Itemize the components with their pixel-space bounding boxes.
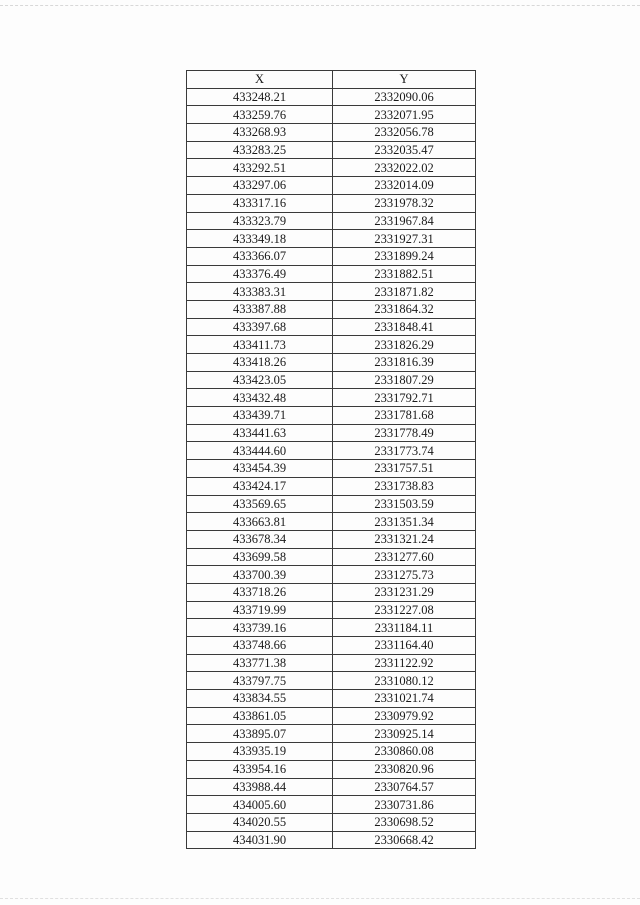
cell-x-value: 433569.65 xyxy=(187,495,333,513)
table-row xyxy=(187,654,476,672)
cell-y-value: 2332071.95 xyxy=(333,106,476,124)
cell-x-value: 433797.75 xyxy=(187,672,333,690)
cell-y-value: 2330860.08 xyxy=(333,743,476,761)
table-row xyxy=(187,760,476,778)
cell-x-value: 433423.05 xyxy=(187,371,333,389)
cell-x-value: 433387.88 xyxy=(187,300,333,318)
table-row xyxy=(187,300,476,318)
cell-x-value: 433441.63 xyxy=(187,424,333,442)
column-header-y: Y xyxy=(333,71,476,89)
cell-y-value: 2331227.08 xyxy=(333,601,476,619)
cell-x-value: 433283.25 xyxy=(187,141,333,159)
table-row xyxy=(187,460,476,478)
cell-x-value: 433349.18 xyxy=(187,230,333,248)
cell-y-value: 2331899.24 xyxy=(333,247,476,265)
cell-y-value: 2330764.57 xyxy=(333,778,476,796)
cell-x-value: 433317.16 xyxy=(187,194,333,212)
cell-y-value: 2330668.42 xyxy=(333,831,476,849)
cell-x-value: 433444.60 xyxy=(187,442,333,460)
cell-y-value: 2331321.24 xyxy=(333,530,476,548)
table-header-row xyxy=(187,71,476,89)
table-row xyxy=(187,566,476,584)
cell-x-value: 433935.19 xyxy=(187,743,333,761)
cell-y-value: 2331122.92 xyxy=(333,654,476,672)
table-row xyxy=(187,690,476,708)
cell-y-value: 2331021.74 xyxy=(333,690,476,708)
table-row xyxy=(187,672,476,690)
cell-x-value: 433418.26 xyxy=(187,354,333,372)
cell-y-value: 2331351.34 xyxy=(333,513,476,531)
cell-y-value: 2331275.73 xyxy=(333,566,476,584)
cell-x-value: 433954.16 xyxy=(187,760,333,778)
table-row xyxy=(187,159,476,177)
cell-y-value: 2331792.71 xyxy=(333,389,476,407)
cell-y-value: 2330979.92 xyxy=(333,707,476,725)
cell-y-value: 2330820.96 xyxy=(333,760,476,778)
cell-y-value: 2331757.51 xyxy=(333,460,476,478)
cell-y-value: 2331738.83 xyxy=(333,477,476,495)
cell-x-value: 433719.99 xyxy=(187,601,333,619)
scan-edge-bottom xyxy=(0,898,640,899)
table-row xyxy=(187,194,476,212)
cell-y-value: 2330925.14 xyxy=(333,725,476,743)
cell-y-value: 2331503.59 xyxy=(333,495,476,513)
cell-x-value: 433700.39 xyxy=(187,566,333,584)
cell-y-value: 2331848.41 xyxy=(333,318,476,336)
table-row xyxy=(187,88,476,106)
table-row xyxy=(187,796,476,814)
coordinate-table xyxy=(186,70,476,849)
cell-y-value: 2331231.29 xyxy=(333,583,476,601)
table-row xyxy=(187,707,476,725)
cell-x-value: 433748.66 xyxy=(187,637,333,655)
table-row xyxy=(187,813,476,831)
table-row xyxy=(187,548,476,566)
table-row xyxy=(187,141,476,159)
cell-y-value: 2332035.47 xyxy=(333,141,476,159)
table-row xyxy=(187,177,476,195)
table-row xyxy=(187,247,476,265)
cell-y-value: 2331184.11 xyxy=(333,619,476,637)
column-header-x: X xyxy=(187,71,333,89)
table-row xyxy=(187,424,476,442)
cell-x-value: 433454.39 xyxy=(187,460,333,478)
cell-x-value: 433268.93 xyxy=(187,124,333,142)
cell-x-value: 433366.07 xyxy=(187,247,333,265)
cell-x-value: 433248.21 xyxy=(187,88,333,106)
table-row xyxy=(187,637,476,655)
cell-y-value: 2331164.40 xyxy=(333,637,476,655)
cell-y-value: 2331773.74 xyxy=(333,442,476,460)
cell-x-value: 433397.68 xyxy=(187,318,333,336)
cell-x-value: 433323.79 xyxy=(187,212,333,230)
cell-x-value: 433739.16 xyxy=(187,619,333,637)
cell-x-value: 433771.38 xyxy=(187,654,333,672)
cell-y-value: 2330731.86 xyxy=(333,796,476,814)
cell-y-value: 2331927.31 xyxy=(333,230,476,248)
table-body xyxy=(187,88,476,849)
cell-x-value: 434020.55 xyxy=(187,813,333,831)
table-row xyxy=(187,725,476,743)
table-row xyxy=(187,831,476,849)
cell-x-value: 433988.44 xyxy=(187,778,333,796)
cell-x-value: 433439.71 xyxy=(187,407,333,425)
cell-y-value: 2331864.32 xyxy=(333,300,476,318)
cell-y-value: 2332022.02 xyxy=(333,159,476,177)
cell-x-value: 433297.06 xyxy=(187,177,333,195)
cell-x-value: 433376.49 xyxy=(187,265,333,283)
cell-x-value: 433292.51 xyxy=(187,159,333,177)
table-row xyxy=(187,495,476,513)
cell-y-value: 2331807.29 xyxy=(333,371,476,389)
table-row xyxy=(187,106,476,124)
cell-y-value: 2330698.52 xyxy=(333,813,476,831)
table-row xyxy=(187,513,476,531)
cell-y-value: 2331871.82 xyxy=(333,283,476,301)
table-row xyxy=(187,743,476,761)
cell-y-value: 2331781.68 xyxy=(333,407,476,425)
table-row xyxy=(187,530,476,548)
table-row xyxy=(187,124,476,142)
cell-y-value: 2331978.32 xyxy=(333,194,476,212)
table-row xyxy=(187,283,476,301)
cell-x-value: 433895.07 xyxy=(187,725,333,743)
cell-y-value: 2332090.06 xyxy=(333,88,476,106)
table-row xyxy=(187,371,476,389)
table-row xyxy=(187,354,476,372)
cell-x-value: 433834.55 xyxy=(187,690,333,708)
table-row xyxy=(187,230,476,248)
cell-y-value: 2331967.84 xyxy=(333,212,476,230)
table-row xyxy=(187,477,476,495)
cell-y-value: 2331080.12 xyxy=(333,672,476,690)
cell-x-value: 433424.17 xyxy=(187,477,333,495)
cell-x-value: 433663.81 xyxy=(187,513,333,531)
cell-x-value: 433861.05 xyxy=(187,707,333,725)
table-row xyxy=(187,336,476,354)
cell-y-value: 2332014.09 xyxy=(333,177,476,195)
table-row xyxy=(187,583,476,601)
table-row xyxy=(187,407,476,425)
cell-x-value: 433259.76 xyxy=(187,106,333,124)
table-row xyxy=(187,442,476,460)
table-row xyxy=(187,601,476,619)
table-row xyxy=(187,389,476,407)
table-row xyxy=(187,318,476,336)
cell-x-value: 433678.34 xyxy=(187,530,333,548)
cell-y-value: 2331778.49 xyxy=(333,424,476,442)
cell-x-value: 433718.26 xyxy=(187,583,333,601)
cell-x-value: 433432.48 xyxy=(187,389,333,407)
cell-y-value: 2331826.29 xyxy=(333,336,476,354)
cell-x-value: 434005.60 xyxy=(187,796,333,814)
cell-y-value: 2331816.39 xyxy=(333,354,476,372)
cell-x-value: 433699.58 xyxy=(187,548,333,566)
cell-y-value: 2331277.60 xyxy=(333,548,476,566)
scan-edge-top xyxy=(0,5,640,6)
table-row xyxy=(187,778,476,796)
cell-y-value: 2332056.78 xyxy=(333,124,476,142)
table-row xyxy=(187,265,476,283)
cell-y-value: 2331882.51 xyxy=(333,265,476,283)
cell-x-value: 433411.73 xyxy=(187,336,333,354)
cell-x-value: 434031.90 xyxy=(187,831,333,849)
table-row xyxy=(187,212,476,230)
cell-x-value: 433383.31 xyxy=(187,283,333,301)
table-row xyxy=(187,619,476,637)
